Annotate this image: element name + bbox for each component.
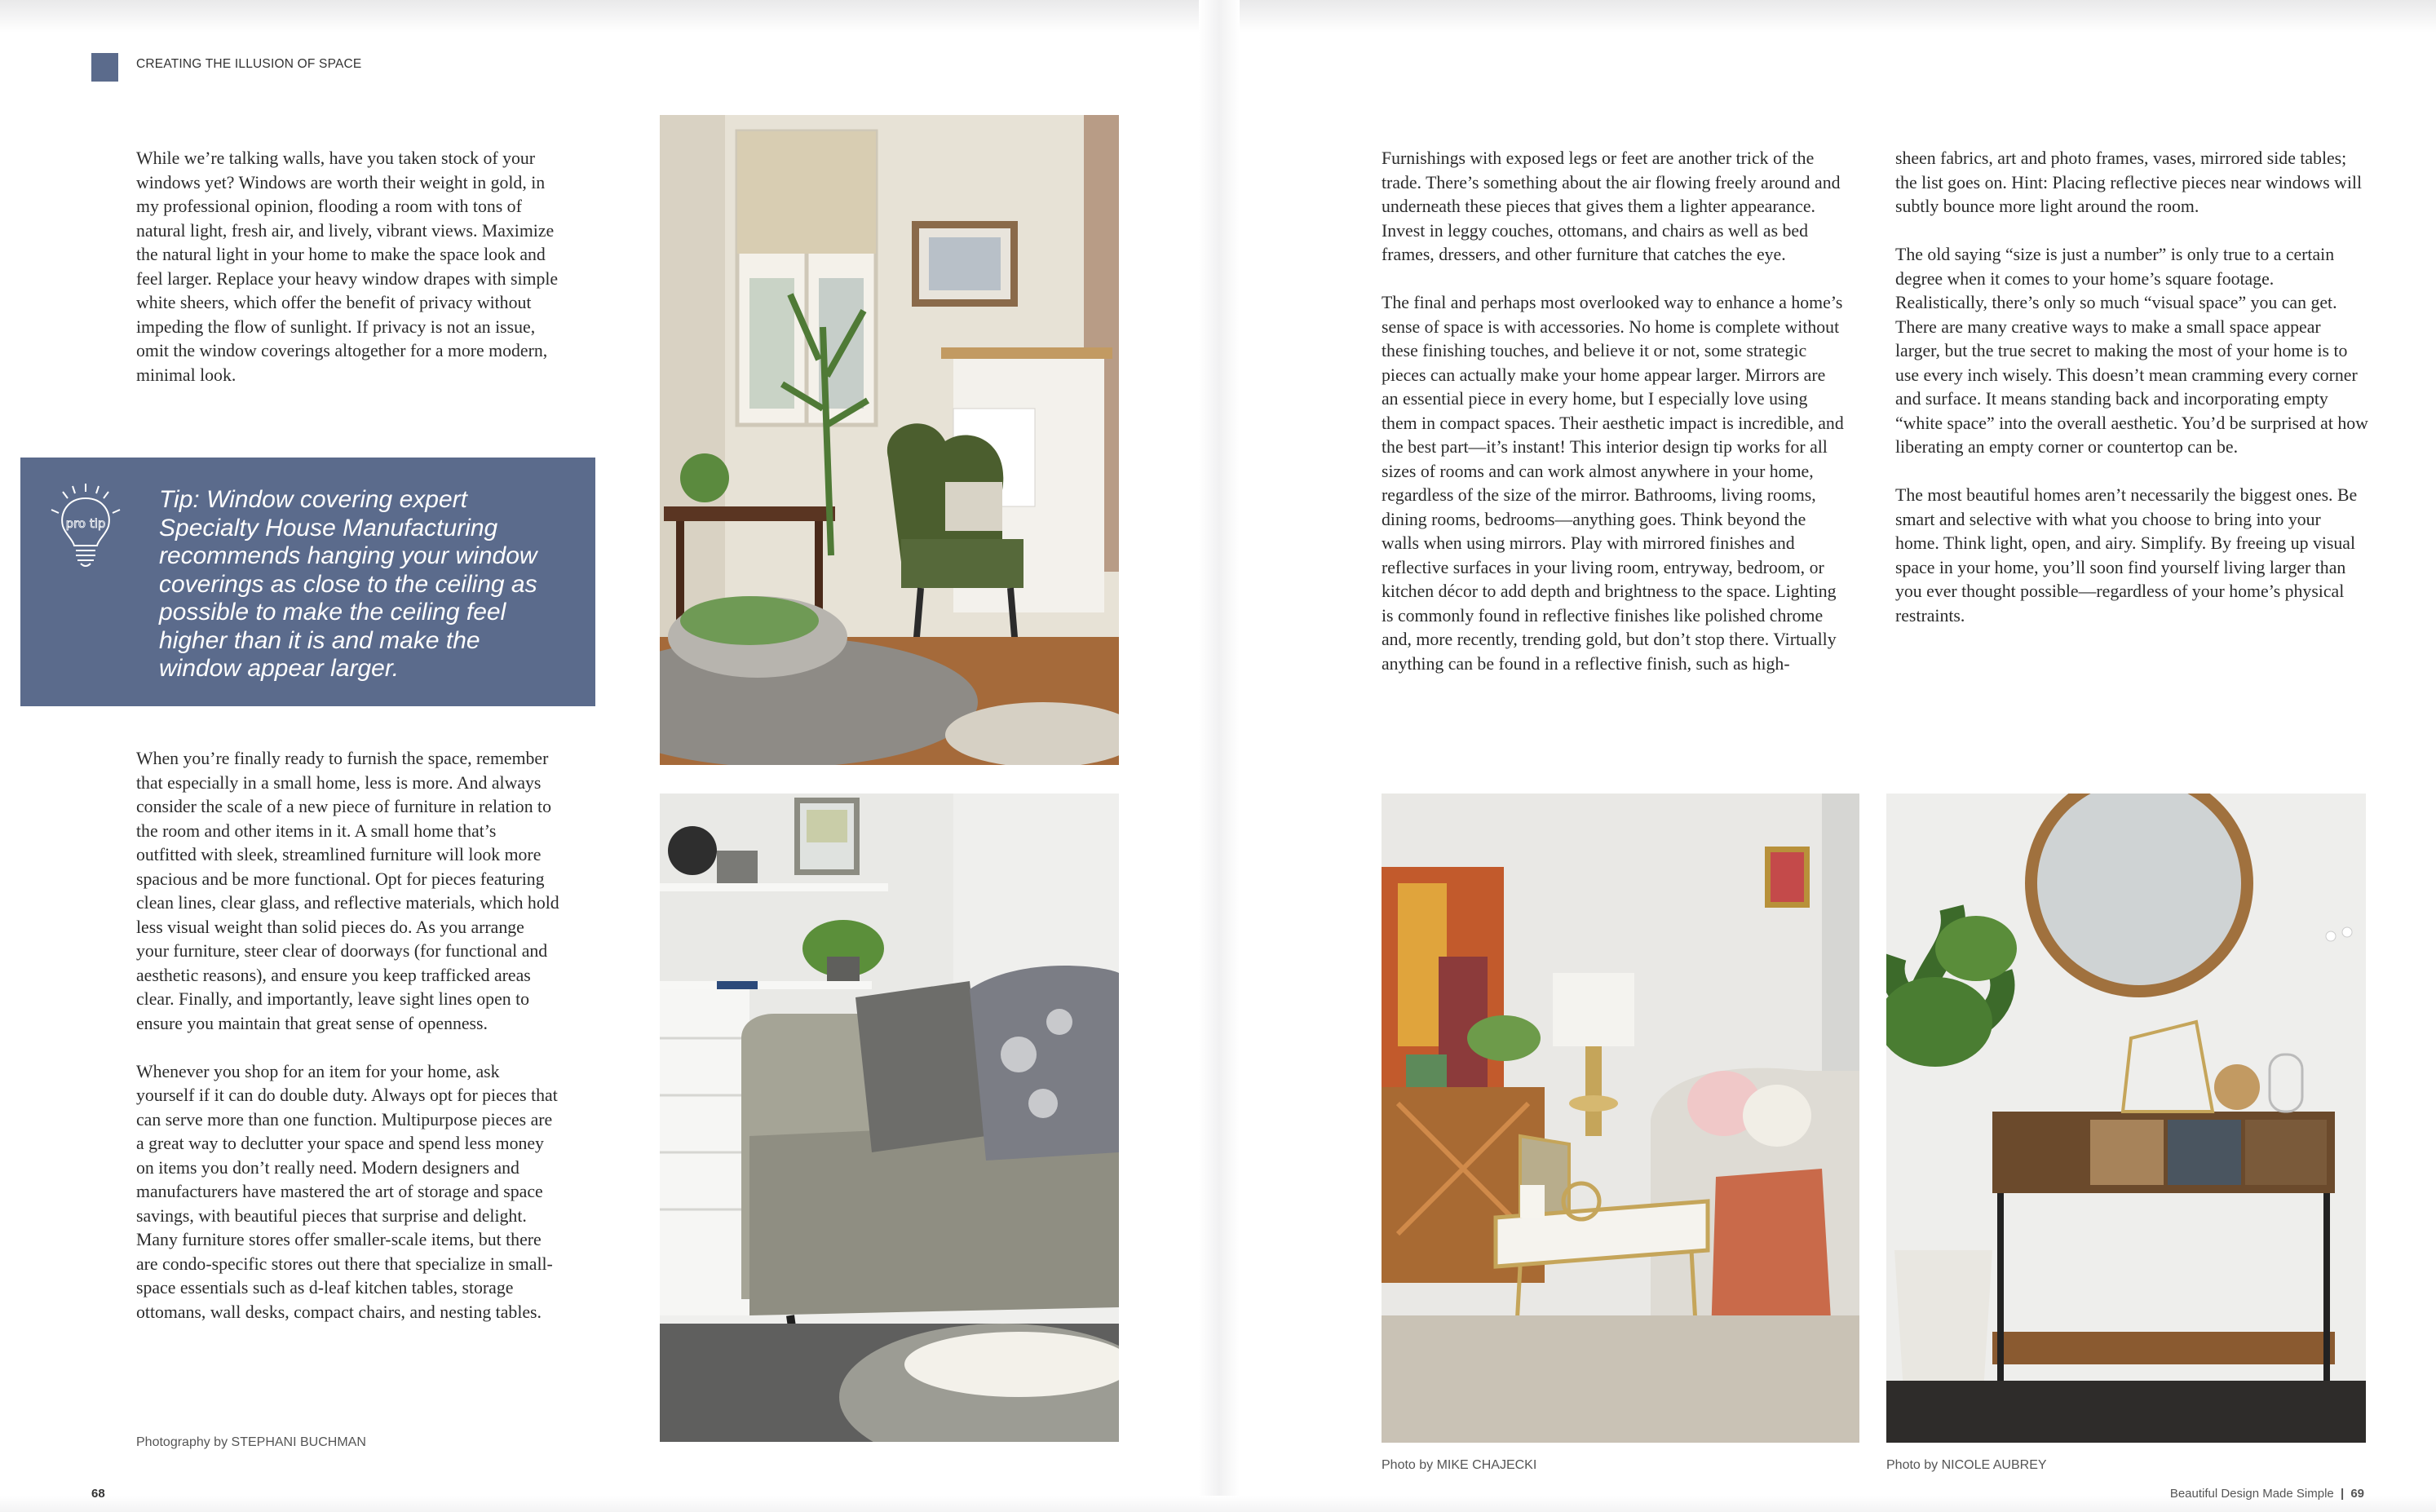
photo-credit-left: Photography by STEPHANI BUCHMAN bbox=[136, 1435, 366, 1449]
footer-separator: | bbox=[2340, 1487, 2345, 1501]
photo-grey-sofa-image bbox=[660, 794, 1119, 1442]
photo-living-room-lamp-image bbox=[1382, 794, 1859, 1443]
photo-living-room-lamp bbox=[1382, 794, 1859, 1443]
section-title: CREATING THE ILLUSION OF SPACE bbox=[136, 57, 362, 71]
left-column-bottom bbox=[136, 747, 560, 1349]
photo-grey-sofa bbox=[660, 794, 1119, 1442]
photo-credit-right-2: Photo by NICOLE AUBREY bbox=[1886, 1458, 2047, 1472]
paragraph-beautiful-homes: The most beautiful homes aren’t necessarily the biggest ones. Be smart and selective with what you choose to bring into your home. Think light, open, and airy. Simplify. By freeing up visual space in your home, you’ll soon find yourself living larger than you ever thought possible—regardless of your home’s physical restraints. bbox=[1895, 485, 2358, 626]
photo-entryway-console bbox=[1886, 794, 2366, 1443]
left-column-top bbox=[136, 147, 560, 412]
pro-tip-box bbox=[20, 458, 595, 706]
magazine-name: Beautiful Design Made Simple bbox=[2169, 1487, 2334, 1501]
section-marker-square bbox=[91, 53, 118, 82]
paragraph-accessories: The final and perhaps most overlooked way to enhance a home’s sense of space is with accessories. No home is complete without these finishing touches, and believe it or not, some strategic pieces can actually make your home appear larger. Mirrors are an essential piece in every home, but I especially love using them in compact spaces. Their aesthetic impact is incredible, and the best part—it’s instant! This interior design tip works for all sizes of rooms and can work almost anywhere in your home, regardless of the size of the mirror. Bathrooms, living rooms, dining rooms, bedrooms—anything goes. Think beyond the walls when using mirrors. Play with mirrored finishes and reflective surfaces in your living room, entryway, bedroom, or kitchen décor to add depth and brightness to the space. Lighting is commonly found in reflective finishes like polished chrome and, more recently, trending gold, but don’t stop there. Virtually anything can be found in a reflective finish, such as high- bbox=[1382, 293, 1844, 674]
right-column-2 bbox=[1895, 147, 2368, 652]
left-page-number: 68 bbox=[91, 1487, 105, 1501]
page-gutter bbox=[1199, 0, 1240, 1512]
pro-tip-text: Tip: Window covering expert Specialty House Manufacturing recommends hanging your window coverings as close to the ceiling as possible to make the ceiling feel higher than it is and make the window appear larger. bbox=[159, 486, 537, 682]
paragraph-reflective: sheen fabrics, art and photo frames, vases, mirrored side tables; the list goes on. Hint: Placing reflective pieces near windows will subtly bounce more light around the room. bbox=[1895, 148, 2363, 216]
paragraph-size: The old saying “size is just a number” is only true to a certain degree when it comes to your home’s square footage. Realistically, there’s only so much “visual space” you can get. There are many creative ways to make a small space appear larger, but the true secret to making the most of your home is to use every inch wisely. This doesn’t mean cramming every corner and surface. It means standing back and incorporating empty “white space” into the overall aesthetic. You’d be surprised at how liberating an empty corner or countertop can be. bbox=[1895, 245, 2368, 457]
paragraph-furnish: When you’re finally ready to furnish the space, remember that especially in a small home, less is more. And always consider the scale of a new piece of furniture in relation to the room and other items in it. A small home that’s outfitted with sleek, streamlined furniture will look more spacious and be more functional. Opt for pieces featuring clean lines, clear glass, and reflective materials, which hold less visual weight than solid pieces do. As you arrange your furniture, steer clear of doorways (for functional and aesthetic reasons), and ensure you keep trafficked areas clear. Finally, and importantly, leave sight lines open to ensure you maintain that great sense of openness. bbox=[136, 749, 559, 1033]
paragraph-double-duty: Whenever you shop for an item for your home, ask yourself if it can do double duty. Always opt for pieces that can serve more than one function. Multipurpose pieces are a great way to declutter your space and spend less money on items you don’t really need. Modern designers and manufacturers have mastered the art of storage and space savings, with beautiful pieces that surprise and delight. Many furniture stores offer smaller-scale items, but there are condo-specific stores out there that specialize in small-space essentials such as d-leaf kitchen tables, storage ottomans, wall desks, compact chairs, and nesting tables. bbox=[136, 1061, 558, 1322]
paragraph-exposed-legs: Furnishings with exposed legs or feet are another trick of the trade. There’s something about the air flowing freely around and underneath these pieces that gives them a lighter appearance. Invest in leggy couches, ottomans, and chairs as well as bed frames, dressers, and other furniture that catches the eye. bbox=[1382, 148, 1841, 264]
paragraph-windows: While we’re talking walls, have you taken stock of your windows yet? Windows are worth their weight in gold, in my professional opinion, flooding a room with tons of natural light, fresh air, and lively, vibrant views. Maximize the natural light in your home to make the space look and feel larger. Replace your heavy window drapes with simple white sheers, which offer the benefit of privacy without impeding the flow of sunlight. If privacy is not an issue, omit the window coverings altogether for a more modern, minimal look. bbox=[136, 148, 559, 385]
lightbulb-icon bbox=[45, 482, 126, 572]
right-page-footer bbox=[2170, 1487, 2364, 1501]
photo-entryway-console-image bbox=[1886, 794, 2366, 1443]
photo-credit-right-1: Photo by MIKE CHAJECKI bbox=[1382, 1458, 1537, 1472]
right-column-1 bbox=[1382, 147, 1846, 701]
right-page-number: 69 bbox=[2350, 1487, 2364, 1501]
photo-window-armchair bbox=[660, 115, 1119, 765]
photo-window-armchair-image bbox=[660, 115, 1119, 765]
bottom-shade bbox=[0, 1496, 2436, 1512]
pro-tip-icon-label: pro tip bbox=[65, 516, 106, 531]
